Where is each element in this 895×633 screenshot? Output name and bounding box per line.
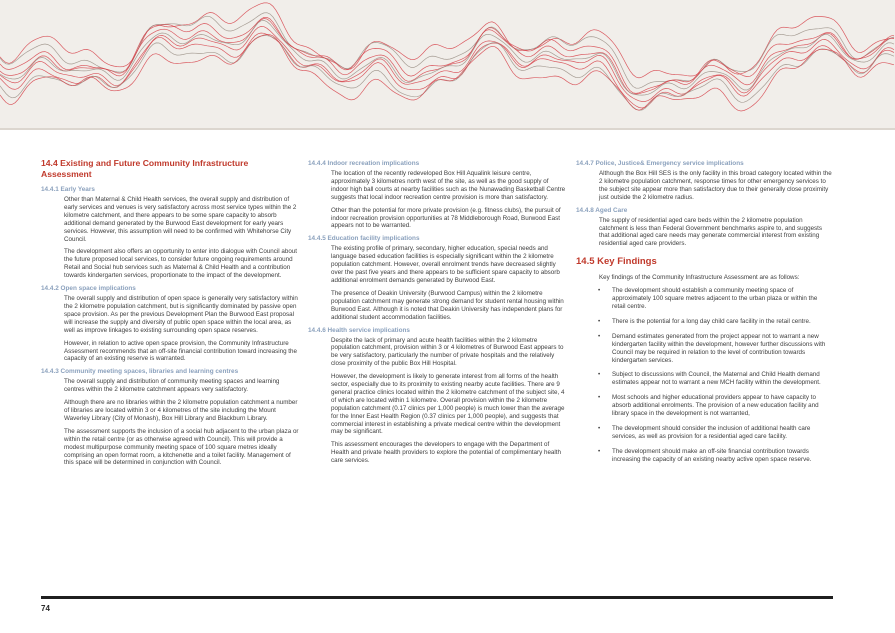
header-banner — [0, 0, 895, 130]
bullet-icon: • — [598, 447, 601, 455]
key-findings-title: 14.5 Key Findings — [576, 256, 657, 268]
paragraph: Despite the lack of primary and acute health facilities within the 2 kilometre population catchment, provision within 3 or 4 kilometres of Burwood East appears to be very satisfactory, particularly the number of private hospitals and the relatively close proximity of the public Box Hill Hospital. — [331, 336, 564, 368]
paragraph: Although there are no libraries within the 2 kilometre population catchment a number of libraries are located within 3 or 4 kilometres of the site including the Mount Waverley Library (City of Monash), Box Hill Library and Blackburn Library. — [64, 399, 298, 422]
contour-line — [0, 17, 894, 93]
banner-divider — [0, 128, 895, 130]
paragraph: However, the development is likely to generate interest from all forms of the health sector, especially due to its proximity to existing nearby acute facilities. There are 9 general practice clinics located within the 2 kilometre catchment of the subject site, 4 of which are located within 1 kilometre. Overall provision within the 2 kilometre population catchment (0.17 clinics per 1,000 people) is much lower than the average for the Inner East Health Region (0.37 clinics per 1,000 people), and suggests that commercial interest in establishing a private medical centre within the development may be significant. — [331, 373, 565, 436]
subheading-community-meeting: 14.4.3 Community meeting spaces, libraries and learning centres — [41, 368, 239, 376]
list-item-text: The development should establish a community meeting space of approximately 100 square metres adjacent to the urban plaza or within the retail centre. — [612, 287, 818, 310]
paragraph: The overall supply and distribution of open space is generally very satisfactory within the 2 kilometre population catchment, but is significantly dominated by passive open space provision. As per the previous Development Plan the Burwood East proposal will increase the supply and diversity of public open space within the local area, as well as improve linkages to existing surrounding open space reserves. — [64, 295, 298, 334]
paragraph: The assessment supports the inclusion of a social hub adjacent to the urban plaza or within the retail centre (or as otherwise agreed with Council). This will provide a modest multipurpose community meeting space of 100 square metres ideally comprising an open format room, a kitchenette and a toilet facility. Management of this space will be determined in conjunction with Council. — [64, 427, 299, 467]
paragraph: Other than the potential for more private provision (e.g. fitness clubs), the pursuit of indoor recreation provision opportunities at 78 Middleborough Road, Burwood East appears not to be warranted. — [331, 206, 561, 230]
column-2 — [308, 156, 566, 470]
paragraph: The existing profile of primary, secondary, higher education, special needs and language based education facilities is especially significant within the 2 kilometre population catchment. However, overall enrolment trends have decreased slightly over the past five years and there appears to be sufficient spare capacity to absorb additional enrolment demands generated by Burwood East. — [331, 245, 560, 284]
subheading-indoor-recreation: 14.4.4 Indoor recreation implications — [308, 160, 420, 167]
list-item — [576, 371, 832, 387]
list-item-text: Most schools and higher educational providers appear to have capacity to absorb additional enrolments. The provision of a new education facility and library space in the development is not warranted, — [612, 394, 819, 418]
list-item — [576, 448, 832, 464]
bullet-icon: • — [598, 394, 601, 402]
page-number: 74 — [41, 604, 50, 613]
bullet-icon: • — [598, 424, 601, 432]
subheading-education: 14.4.5 Education facility implications — [308, 235, 420, 243]
subheading-health: 14.4.6 Health service implications — [308, 326, 410, 334]
bullet-icon: • — [598, 317, 601, 325]
list-item-text: The development should make an off-site financial contribution towards increasing the capacity of an existing nearby active open space reserve. — [612, 447, 812, 463]
list-item — [576, 287, 832, 311]
paragraph: The location of the recently redeveloped Box Hill Aqualink leisure centre, approximately 3 kilometres north west of the site, as well as the good supply of indoor high ball courts at nearby facilities such as the Nunawading Basketball Centre suggests that local indoor recreation centre provision is more than satisfactory. — [331, 170, 566, 201]
paragraph: The supply of residential aged care beds within the 2 kilometre population catchment is less than Federal Government benchmarks aspire to, and suggests that additional aged care needs may generate commercial interest from existing residential aged care providers. — [599, 216, 823, 248]
subheading-aged-care: 14.4.8 Aged Care — [576, 206, 628, 214]
bullet-icon: • — [598, 332, 601, 340]
contour-lines-banner-icon — [0, 0, 895, 130]
section-title: 14.4 Existing and Future Community Infrastructure Assessment — [41, 158, 249, 179]
list-item — [576, 318, 832, 326]
paragraph: Although the Box Hill SES is the only facility in this broad category located within the 2 kilometre population catchment, response times for other emergency services to the subject site appear more than satisfactory due to their generally close proximity just outside the 2 kilometre radius. — [599, 170, 832, 201]
subheading-open-space: 14.4.2 Open space implications — [41, 285, 136, 293]
list-item-text: Demand estimates generated from the project appear not to warrant a new kindergarten facility within the development, however further discussions with Council may be required in relation to the level of contribution towards kindergarten services. — [612, 332, 826, 364]
footer-divider — [41, 596, 833, 599]
column-1 — [41, 156, 300, 472]
paragraph: This assessment encourages the developers to engage with the Department of Health and private health providers to explore the potential of complimentary health care services. — [331, 441, 561, 465]
bullet-icon: • — [598, 287, 601, 295]
contour-line — [0, 3, 894, 78]
subheading-early-years: 14.4.1 Early Years — [41, 186, 95, 193]
list-item — [576, 394, 832, 418]
list-item-text: The development should consider the inclusion of additional health care services, as well as provision for a residential aged care facility. — [612, 424, 811, 440]
key-findings-intro: Key findings of the Community Infrastructure Assessment are as follows: — [599, 274, 800, 282]
bullet-icon: • — [598, 371, 601, 379]
contour-line — [0, 35, 894, 112]
list-item-text: There is the potential for a long day child care facility in the retail centre. — [612, 317, 811, 325]
key-findings-list — [576, 287, 832, 463]
list-item-text: Subject to discussions with Council, the Maternal and Child Health demand estimates appear not to warrant a new MCH facility within the development. — [612, 371, 821, 387]
paragraph: However, in relation to active open space provision, the Community Infrastructure Assessment recommends that an off-site financial contribution toward increasing the capacity of an existing reserve is warranted. — [64, 339, 297, 363]
subheading-police-emergency: 14.4.7 Police, Justice& Emergency service implications — [576, 160, 744, 167]
paragraph: The development also offers an opportunity to enter into dialogue with Council about the future proposed local services, to consider future ongoing requirements around Retail and Social hub services such as Maternal & Child Health and a contribution towards kindergarten services, proportionate to the impact of the development. — [64, 248, 298, 280]
paragraph: The presence of Deakin University (Burwood Campus) within the 2 kilometre population catchment may generate strong demand for student rental housing within Burwood East. Although it is noted that Deakin University has independent plans for additional student accommodation facilities. — [331, 289, 564, 321]
list-item — [576, 425, 832, 441]
column-3 — [576, 156, 832, 471]
paragraph: Other than Maternal & Child Health services, the overall supply and distribution of early services and venues is very satisfactory across most service types within the 2 kilometre catchment, and there appears to be some spare capacity to absorb additional demand generated by the Burwood East development for early years services. However, this assumption will need to be confirmed with Whitehorse City Council. — [64, 196, 297, 243]
list-item — [576, 333, 832, 365]
paragraph: The overall supply and distribution of community meeting spaces and learning centres within the 2 kilometre catchment appears very satisfactory. — [64, 378, 280, 394]
